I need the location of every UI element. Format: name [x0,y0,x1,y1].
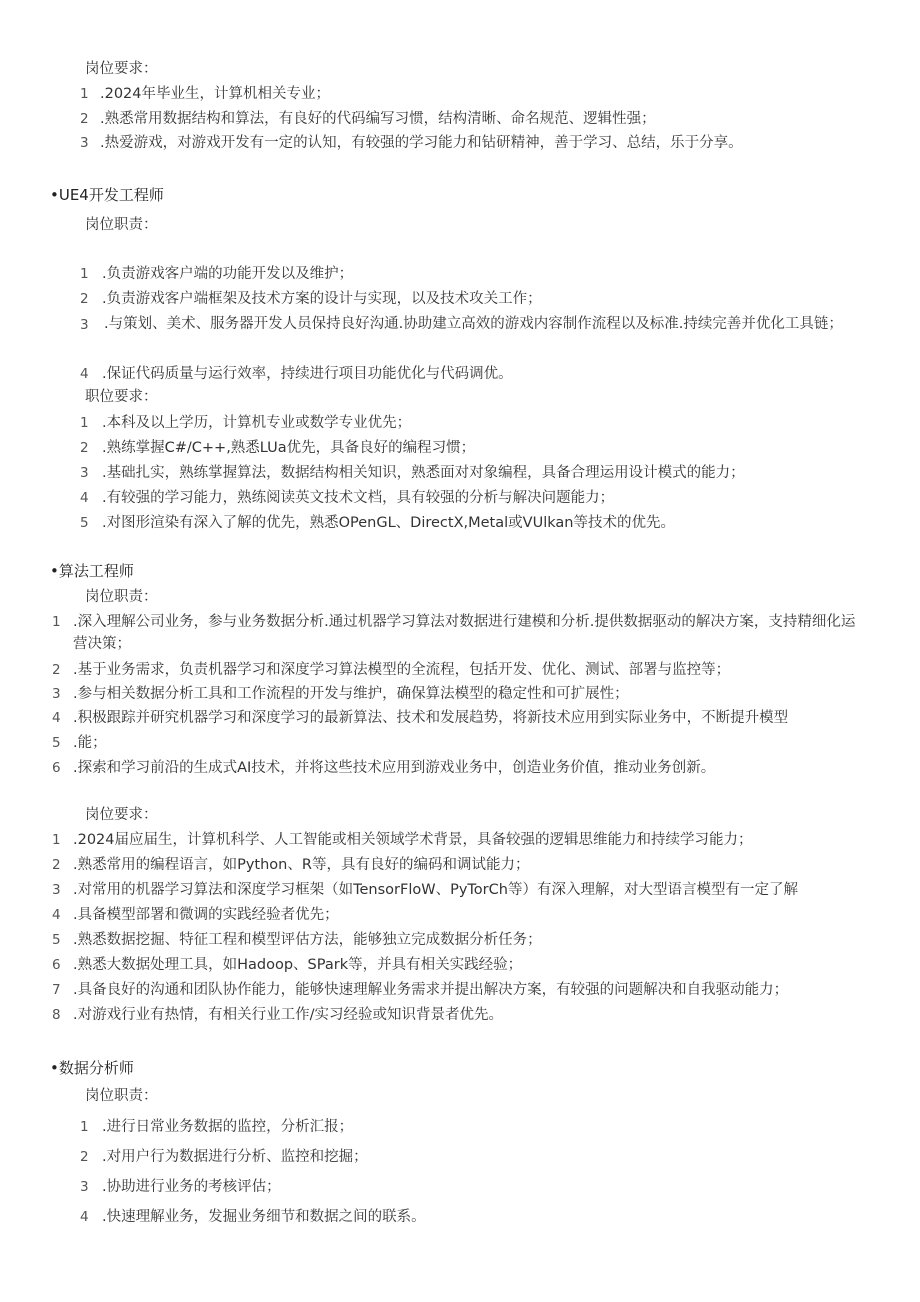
list-item: .本科及以上学历，计算机专业或数学专业优先； [102,415,412,431]
list-item: .熟悉数据挖掘、特征工程和模型评估方法，能够独立完成数据分析任务； [73,932,542,948]
list-item: .负责游戏客户端的功能开发以及维护； [102,266,354,282]
section-subheading: 岗位职责： [85,217,158,233]
list-item: .有较强的学习能力，熟练阅读英文技术文档，具有较强的分析与解决问题能力； [102,490,615,506]
list-number: 8 [52,1007,61,1023]
list-number: 6 [52,957,61,973]
list-number: 4 [52,907,61,923]
list-number: 2 [52,857,61,873]
list-number: 1 [80,266,89,282]
section-title: •UE4开发工程师 [50,186,164,204]
section-subheading: 岗位职责： [85,589,158,605]
list-item: .基于业务需求，负责机器学习和深度学习算法模型的全流程，包括开发、优化、测试、部署与监控等； [73,662,731,678]
list-item: .熟悉常用的编程语言，如Python、R等，具有良好的编码和调试能力； [73,857,530,873]
list-number: 2 [80,1149,89,1165]
list-item: .保证代码质量与运行效率，持续进行项目功能优化与代码调优。 [102,366,513,382]
list-item: .对游戏行业有热情，有相关行业工作/实习经验或知识背景者优先。 [73,1007,503,1023]
list-number: 1 [80,86,89,102]
list-number: 3 [80,1179,89,1195]
list-number: 2 [80,291,89,307]
list-number: 2 [80,111,89,127]
list-item: .具备良好的沟通和团队协作能力，能够快速理解业务需求并提出解决方案，有较强的问题解决和自我驱动能力； [73,982,789,998]
list-item: .对图形渲染有深入了解的优先，熟悉OPenGL、DirectX,Metal或VUlkan等技术的优先。 [102,515,675,531]
list-item: .积极跟踪并研究机器学习和深度学习的最新算法、技术和发展趋势，将新技术应用到实际业务中，不断提升模型 [73,710,789,726]
list-item: .熟练掌握C#/C++,熟悉LUa优先，具备良好的编程习惯； [102,440,476,456]
list-item: .基础扎实，熟练掌握算法，数据结构相关知识，熟悉面对对象编程，具备合理运用设计模式的能力； [102,465,745,481]
section-subheading: 岗位职责： [85,1088,158,1104]
list-item: .熟悉常用数据结构和算法，有良好的代码编写习惯，结构清晰、命名规范、逻辑性强； [100,111,656,127]
list-number: 1 [80,415,89,431]
list-item: .热爱游戏，对游戏开发有一定的认知，有较强的学习能力和钻研精神，善于学习、总结，乐于分享。 [100,135,743,151]
list-number: 3 [52,686,61,702]
list-number: 5 [80,515,89,531]
list-item: .协助进行业务的考核评估； [102,1179,281,1195]
list-number: 3 [52,882,61,898]
list-number: 1 [52,614,61,630]
list-number: 4 [80,490,89,506]
list-number: 7 [52,982,61,998]
list-number: 4 [80,366,89,382]
section-subheading: 职位要求： [85,389,158,405]
list-number: 3 [80,317,89,333]
list-number: 2 [80,440,89,456]
list-number: 3 [80,465,89,481]
section-subheading: 岗位要求： [85,61,158,77]
section-title: •数据分析师 [50,1059,134,1077]
list-item: .2024年毕业生，计算机相关专业； [100,86,331,102]
list-number: 3 [80,135,89,151]
list-item: .熟悉大数据处理工具，如Hadoop、SPark等，并具有相关实践经验； [73,957,523,973]
list-item: .能； [73,735,107,751]
list-item: .2024届应届生，计算机科学、人工智能或相关领域学术背景，具备较强的逻辑思维能力和持续学习能力； [73,832,753,848]
list-number: 6 [52,760,61,776]
list-number: 4 [52,710,61,726]
list-number: 5 [52,735,61,751]
list-item: .探索和学习前沿的生成式AI技术，并将这些技术应用到游戏业务中，创造业务价值，推动业务创新。 [73,760,716,776]
list-item: .参与相关数据分析工具和工作流程的开发与维护，确保算法模型的稳定性和可扩展性； [73,686,629,702]
list-item: .进行日常业务数据的监控，分析汇报； [102,1119,354,1135]
list-number: 4 [80,1209,89,1225]
list-number: 1 [80,1119,89,1135]
list-item: .具备模型部署和微调的实践经验者优先； [73,907,339,923]
list-number: 2 [52,662,61,678]
section-subheading: 岗位要求： [85,807,158,823]
list-item: .对常用的机器学习算法和深度学习框架（如TensorFloW、PyTorCh等）有深入理解，对大型语言模型有一定了解 [73,882,798,898]
list-item: .对用户行为数据进行分析、监控和挖掘； [102,1149,368,1165]
list-item: .负责游戏客户端框架及技术方案的设计与实现，以及技术攻关工作； [102,291,542,307]
list-number: 5 [52,932,61,948]
list-number: 1 [52,832,61,848]
list-item: .深入理解公司业务，参与业务数据分析.通过机器学习算法对数据进行建模和分析.提供数据驱动的解决方案，支持精细化运营决策； [73,614,856,652]
list-item: .快速理解业务，发掘业务细节和数据之间的联系。 [102,1209,426,1225]
list-item: .与策划、美术、服务器开发人员保持良好沟通.协助建立高效的游戏内容制作流程以及标准.持续完善并优化工具链； [104,316,843,332]
section-title: •算法工程师 [50,562,134,580]
